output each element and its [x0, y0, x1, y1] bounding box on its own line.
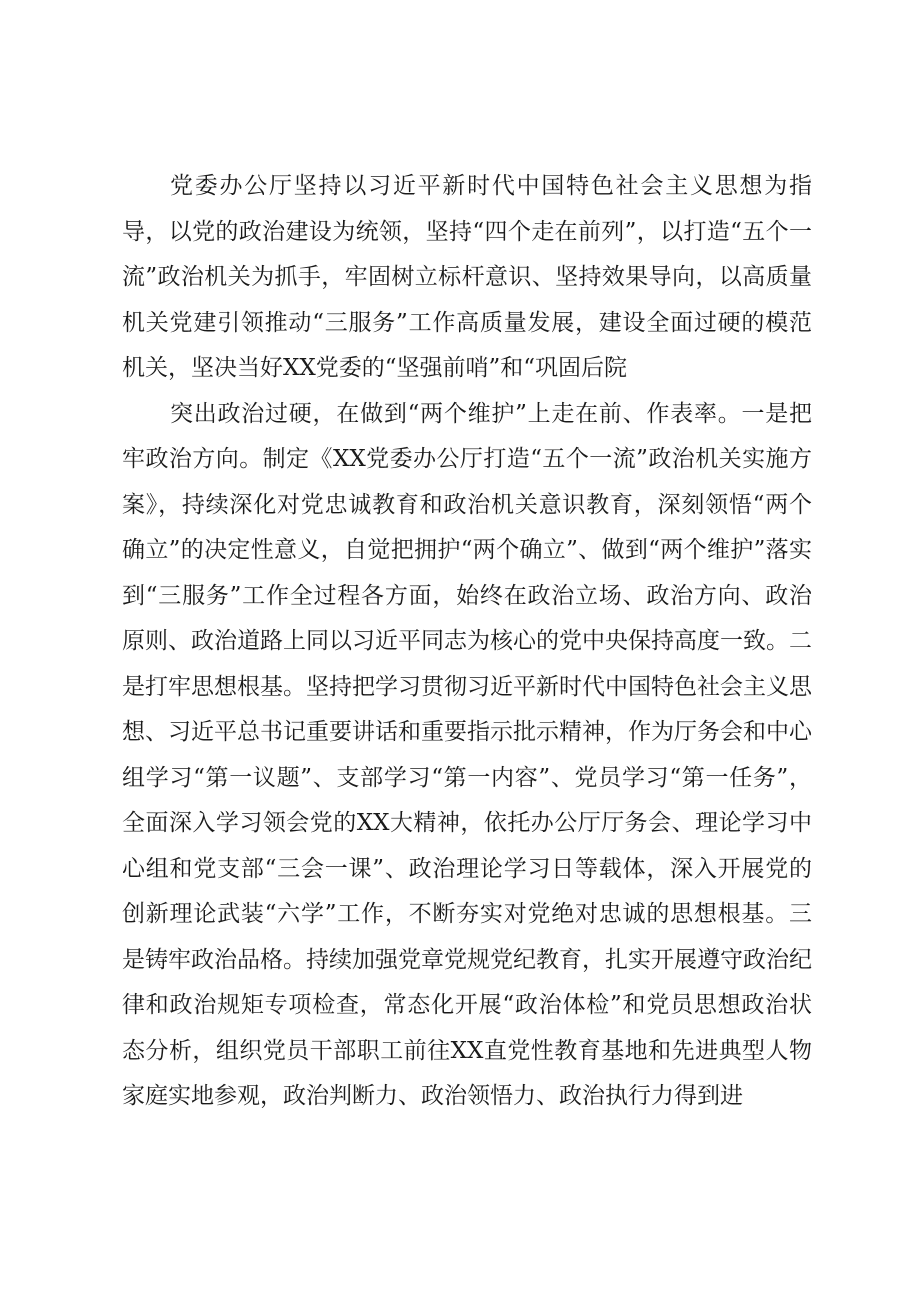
paragraph-political-loyalty: 突出政治过硬，在做到“两个维护”上走在前、作表率。一是把牢政治方向。制定《XX党委办公厅打造“五个一流”政治机关实施方案》，持续深化对党忠诚教育和政治机关意识教育，深刻领悟“两个确立”的决定性意义，自觉把拥护“两个确立”、做到“两个维护”落实到“三服务”工作全过程各方面，始终在政治立场、政治方向、政治原则、政治道路上同以习近平同志为核心的党中央保持高度一致。二是打牢思想根基。坚持把学习贯彻习近平新时代中国特色社会主义思想、习近平总书记重要讲话和重要指示批示精神，作为厅务会和中心组学习“第一议题”、支部学习“第一内容”、党员学习“第一任务”，全面深入学习领会党的XX大精神，依托办公厅厅务会、理论学习中心组和党支部“三会一课”、政治理论学习日等载体，深入开展党的创新理论武装“六学”工作，不断夯实对党绝对忠诚的思想根基。三是铸牢政治品格。持续加强党章党规党纪教育，扎实开展遵守政治纪律和政治规矩专项检查，常态化开展“政治体检”和党员思想政治状态分析，组织党员干部职工前往XX直党性教育基地和先进典型人物家庭实地参观，政治判断力、政治领悟力、政治执行力得到进 — [122, 400, 812, 1109]
paragraph-intro: 党委办公厅坚持以习近平新时代中国特色社会主义思想为指导，以党的政治建设为统领，坚持“四个走在前列”，以打造“五个一流”政治机关为抓手，牢固树立标杆意识、坚持效果导向，以高质量机关党建引领推动“三服务”工作高质量发展，建设全面过硬的模范机关，坚决当好XX党委的“坚强前哨”和“巩固后院 — [122, 173, 812, 381]
document-body — [122, 164, 812, 1120]
